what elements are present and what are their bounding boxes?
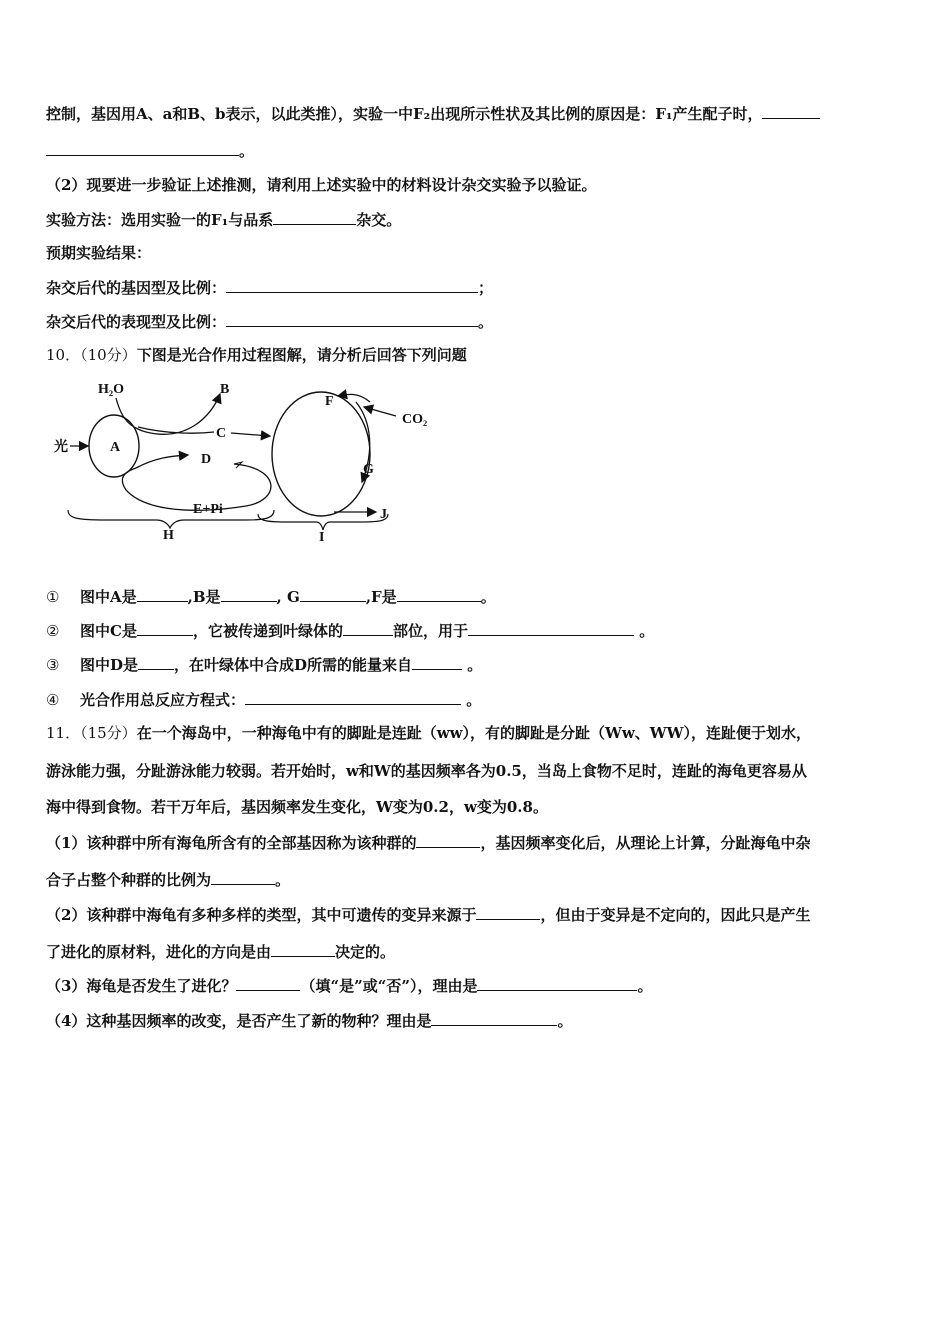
arrow-co2 [364,407,396,416]
ellipse-cycle [272,392,370,516]
answer-blank[interactable] [245,689,461,705]
label-a: A [110,440,121,455]
q10-item-4: ④ 光合作用总反应方程式： 。 [46,691,482,709]
label-d: D [201,452,212,467]
answer-blank[interactable] [236,975,300,991]
answer-blank[interactable] [138,654,174,670]
answer-blank[interactable] [762,103,820,119]
answer-blank[interactable] [300,586,366,602]
label-g: G [363,462,374,477]
q10-item-3: ③ 图中D是 ，在叶绿体中合成D所需的能量来自 。 [46,656,483,674]
q10-item-1: ① 图中A是 ,B是 , G ,F是 。 [46,588,496,606]
arrow-water-to-b [116,394,220,434]
answer-blank[interactable] [137,620,193,636]
label-e-pi: E+Pi [193,502,223,517]
answer-blank[interactable] [431,1010,557,1026]
label-h: H [163,528,174,543]
answer-blank[interactable] [273,209,356,225]
question-11-line-1: 11．（15分）在一个海岛中，一种海龟中有的脚趾是连趾（ww），有的脚趾是分趾（Ww、WW），连趾便于划水， [46,724,811,742]
answer-blank[interactable] [221,586,277,602]
q11-part-1-line-2: 合子占整个种群的比例为 。 [46,871,291,889]
q10-item-2: ② 图中C是 ，它被传递到叶绿体的 部位，用于 。 [46,622,655,640]
photosynthesis-diagram [46,372,446,550]
answer-blank[interactable] [397,586,481,602]
answer-blank[interactable] [137,586,188,602]
label-h2o: H₂O [98,382,124,397]
answer-blank[interactable] [416,832,480,848]
genotype-line: 杂交后代的基因型及比例： ； [46,279,494,297]
answer-blank[interactable] [271,941,335,957]
answer-blank[interactable] [46,140,239,156]
label-c: C [216,426,227,441]
label-b: B [220,382,230,397]
answer-blank[interactable] [211,869,275,885]
label-co2: CO₂ [402,412,428,427]
answer-blank[interactable] [476,904,540,920]
answer-blank[interactable] [477,975,637,991]
answer-blank[interactable] [226,277,478,293]
answer-blank[interactable] [343,620,393,636]
label-f: F [325,394,334,409]
q11-part-3: （3）海龟是否发生了进化？ （填“是”或“否”），理由是 。 [46,977,653,995]
text-line-blank: 。 [46,140,254,161]
label-light: 光 [54,440,68,455]
arrow-c-to-cycle [231,433,270,436]
label-j: J [380,507,387,522]
q11-part-1-line-1: （1）该种群中所有海龟所含有的全部基因称为该种群的 ，基因频率变化后，从理论上计算，分趾海龟中杂 [46,834,811,852]
arrow-d [136,455,188,468]
brace-h [68,510,274,528]
question-11-line-2: 游泳能力强，分趾游泳能力较弱。若开始时，w和W的基因频率各为0.5，当岛上食物不足时，连趾的海龟更容易从 [46,762,807,780]
q11-part-4: （4）这种基因频率的改变，是否产生了新的物种？理由是 。 [46,1012,573,1030]
question-11-line-3: 海中得到食物。若干万年后，基因频率发生变化，W变为0.2，w变为0.8。 [46,798,548,816]
text-line-control: 控制，基因用A、a和B、b表示，以此类推），实验一中F₂出现所示性状及其比例的原因是：F₁产生配子时， [46,103,820,124]
experiment-method: 实验方法：选用实验一的F₁与品系 杂交。 [46,211,402,229]
q11-part-2-line-1: （2）该种群中海龟有多种多样的类型，其中可遗传的变异来源于 ，但由于变异是不定向的，因此只是产生 [46,906,811,924]
question-10-title: 10．（10分）下图是光合作用过程图解，请分析后回答下列问题 [46,346,467,364]
phenotype-line: 杂交后代的表现型及比例： 。 [46,313,494,331]
question-2-label: （2）现要进一步验证上述推测，请利用上述实验中的材料设计杂交实验予以验证。 [46,176,597,194]
q11-part-2-line-2: 了进化的原材料，进化的方向是由 决定的。 [46,943,396,961]
answer-blank[interactable] [412,654,462,670]
answer-blank[interactable] [226,311,478,327]
label-i: I [319,530,325,545]
answer-blank[interactable] [468,620,634,636]
expected-results: 预期实验结果： [46,244,152,262]
